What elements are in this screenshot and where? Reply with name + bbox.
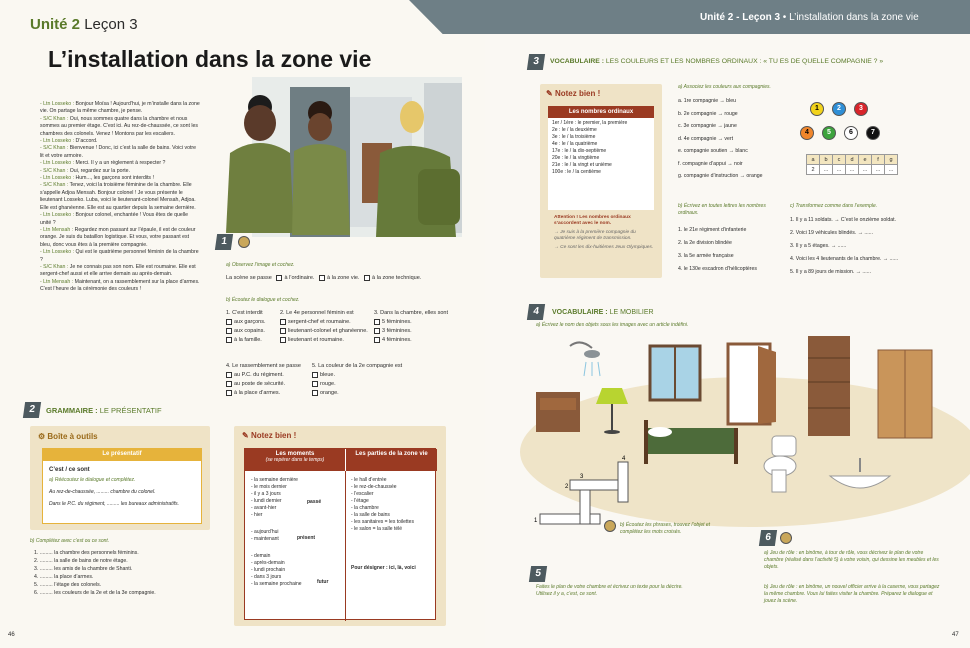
list-item: 17e : le / la dix-septième — [552, 148, 607, 154]
grammar-item: 6. ......... les couleurs de la 2e et de la 3e compagnie. — [34, 590, 156, 596]
present-label: présent — [297, 535, 316, 541]
parts-list — [351, 477, 435, 533]
checkbox[interactable] — [280, 328, 286, 334]
ordinal-list — [548, 118, 654, 210]
list-item: 3e : le / la troisième — [552, 134, 596, 140]
line-text: Oui, nous sommes quatre dans la chambre et nous sommes au premier étage. C’est ici. Au rez-de-chaussée, ce sont les chambres des colonels. Venez ! Montons par les escaliers. — [40, 115, 199, 137]
notez-box — [234, 426, 446, 626]
list-item: - le rez-de-chaussée — [351, 484, 397, 490]
checkbox[interactable] — [364, 275, 370, 281]
checkbox[interactable] — [226, 319, 232, 325]
checkbox[interactable] — [312, 381, 318, 387]
grammar-item: 3. ......... les amis de la chambre de Shanti. — [34, 566, 133, 572]
speaker: - Ltn Mensah : — [40, 278, 74, 285]
grammar-b-instruction: b) Complétez avec c’est ou ce sont. — [30, 538, 110, 544]
exercise-6-number: 6 — [759, 530, 777, 546]
ordinal-box — [540, 84, 662, 278]
futur-list — [251, 553, 321, 588]
list-item: - la salle de bains — [351, 512, 390, 518]
voc4-a-instruction: a) Écrivez le nom des objets sous les images avec un article indéfini. — [536, 322, 689, 328]
list-item: - les sanitaires = les toilettes — [351, 519, 414, 525]
grid-cell[interactable]: ... — [833, 165, 846, 175]
exercise-5-number: 5 — [529, 566, 547, 582]
list-item: 1er / 1ère : le premier, la première — [552, 120, 628, 126]
grid-cell[interactable]: ... — [885, 165, 898, 175]
ex1-a-line: La scène se passe à l’ordinaire. à la zone vie. à la zone technique. — [226, 275, 422, 281]
color-dot: 1 — [810, 102, 824, 116]
ordinal-item: 2. la 2e division blindée — [678, 240, 732, 246]
dialogue-line — [40, 279, 200, 294]
transform-item: 2. Voici 19 véhicules blindés. → ...... — [790, 230, 874, 236]
tool-box — [30, 426, 210, 530]
dialogue-line — [40, 264, 200, 279]
grid-cell[interactable]: ... — [872, 165, 885, 175]
grammar-item: 1. ......... la chambre des personnels féminins. — [34, 550, 139, 556]
transform-item: 4. Voici les 4 lieutenants de la chambre. → ...... — [790, 256, 899, 262]
list-item: - la semaine prochaine — [251, 581, 302, 587]
grid-cell[interactable]: ... — [859, 165, 872, 175]
line-text: Qui est le quatrième personnel féminin de la chambre ? — [40, 249, 199, 263]
color-dot: 3 — [854, 102, 868, 116]
exercise-4-number: 4 — [527, 304, 545, 320]
checkbox[interactable] — [312, 390, 318, 396]
ex6-a-text: a) Jeu de rôle : en binôme, à tour de rôle, vous décrivez le plan de votre chambre (réalisé dans l’activité 5) à votre voisin, qui dessine les meubles et les objets. — [764, 550, 939, 570]
color-dot: 7 — [866, 126, 880, 140]
line-text: Bonjour Moïsa ! Aujourd’hui, je m’installe dans la zone vie. On partage la même chambre, je pense. — [40, 101, 200, 115]
ordinal-notez: ✎ Notez bien ! — [546, 89, 601, 98]
list-item: 100e : le / la centième — [552, 169, 601, 175]
speaker: - Ltn Losseko : — [40, 175, 75, 182]
checkbox[interactable] — [226, 328, 232, 334]
grid-cell: f — [872, 155, 885, 165]
page-number: 46 — [8, 632, 15, 638]
checkbox[interactable] — [226, 372, 232, 378]
col-parts: Les parties de la zone vie — [346, 449, 437, 471]
assoc-list — [678, 95, 798, 183]
speaker: - Ltn Losseko : — [40, 160, 75, 167]
wardrobe-icon — [878, 350, 932, 438]
dialogue-line — [40, 182, 200, 212]
list-item: 20e : le / la vingtième — [552, 155, 600, 161]
checkbox[interactable] — [226, 390, 232, 396]
notez-title: ✎ Notez bien ! — [242, 431, 297, 440]
list-item: - après-demain — [251, 560, 285, 566]
assoc-item: b. 2e compagnie → rouge — [678, 110, 738, 117]
voc3-c-list — [790, 214, 960, 279]
exercise-1-number: 1 — [215, 234, 233, 250]
present-body: C’est / ce sont a) Réécoutez le dialogue et complétez. Au rez-de-chaussée, ......... chambre du colonel. Dans le P.C. du régiment, ......... les bureaux administratifs. — [42, 460, 202, 524]
unit-label: Unité 2 Leçon 3 — [30, 16, 138, 33]
dialogue-line — [40, 138, 200, 145]
ex1-q1: 1. C’est interdit aux garçons. aux copains. à la famille. — [226, 310, 266, 343]
dialogue-line — [40, 249, 200, 264]
voc3-a-instruction: a) Associez les couleurs aux compagnies. — [678, 84, 771, 90]
speaker: - S/C Khan : — [40, 167, 69, 174]
voc4-title: VOCABULAIRE : LE MOBILIER — [552, 309, 654, 316]
checkbox[interactable] — [226, 381, 232, 387]
color-dot: 5 — [822, 126, 836, 140]
checkbox[interactable] — [374, 328, 380, 334]
ex1-b-instruction: b) Écoutez le dialogue et cochez. — [226, 297, 300, 303]
color-dot: 6 — [844, 126, 858, 140]
notez-table — [244, 448, 436, 620]
speaker: - Ltn Losseko : — [40, 212, 75, 219]
grid-cell[interactable]: ... — [820, 165, 833, 175]
color-dots — [800, 102, 900, 142]
list-item: 4e : le / la quatrième — [552, 141, 598, 147]
grammar-item: 5. ......... l’étage des colonels. — [34, 582, 102, 588]
grid-cell: e — [859, 155, 872, 165]
ordinal-item: 4. le 130e escadron d’hélicoptères — [678, 266, 758, 272]
line-text: Merci. Il y a un règlement à respecter ? — [75, 160, 166, 167]
list-item: - demain — [251, 553, 271, 559]
designer-label: Pour désigner : ici, là, voici — [351, 565, 416, 571]
voc3-b-list — [678, 224, 793, 276]
grid-cell[interactable]: 2 — [807, 165, 820, 175]
exercise-2-number: 2 — [23, 402, 41, 418]
furniture-illustration — [510, 332, 970, 532]
dialogue — [40, 101, 200, 294]
list-item: - le hall d’entrée — [351, 477, 387, 483]
list-item: - lundi prochain — [251, 567, 286, 573]
list-item: - le mois dernier — [251, 484, 287, 490]
line-text: Je ne connais pas son nom. Elle est roumaine. Elle est sergent-chef aussi et elle arrive demain au après-demain. — [40, 263, 196, 278]
transform-item: 3. Il y a 5 étages. → ...... — [790, 243, 847, 249]
dialogue-line — [40, 212, 200, 227]
speaker: - Ltn Losseko : — [40, 138, 75, 145]
checkbox[interactable] — [319, 275, 325, 281]
ex1-q3: 3. Dans la chambre, elles sont 5 féminines. 3 féminines. 4 féminines. — [374, 310, 448, 343]
line-text: Maintenant, on a rassemblement sur la place d’armes. C’est l’heure de la cérémonie des couleurs ! — [40, 278, 200, 293]
grid-cell[interactable]: ... — [846, 165, 859, 175]
list-item: - il y a 3 jours — [251, 491, 281, 497]
ordinal-header: Les nombres ordinaux — [548, 106, 654, 118]
list-item: - hier — [251, 512, 263, 518]
line-text: Bienvenue ! Donc, ici c’est la salle de bains. Voici votre lit et votre armoire. — [40, 145, 197, 159]
audio-icon[interactable] — [604, 520, 616, 532]
list-item: 2e : le / la deuxième — [552, 127, 597, 133]
list-item: - le salon = la salle télé — [351, 526, 403, 532]
passe-label: passé — [307, 499, 322, 505]
exercise-3-number: 3 — [527, 54, 545, 70]
svg-text:3: 3 — [580, 474, 584, 480]
audio-icon[interactable] — [238, 236, 250, 248]
tool-box-title: ⚙ Boîte à outils — [38, 432, 98, 441]
list-item: - la chambre — [351, 505, 379, 511]
passe-list — [251, 477, 321, 519]
right-header: Unité 2 - Leçon 3 • L’installation dans la zone vie — [700, 12, 919, 23]
grid-cell: d — [846, 155, 859, 165]
line-text: Tenez, voici la troisième féminine de la chambre. Elle s’appelle Adjoa Mensah. Bonjour colonel ! Je vous présente le lieutenant Losseko. Luba, voici le lieutenant-colonel Mensah, Adjoa. Elle est ghanéenne. Elle est au quartier depuis la semaine dernière. — [40, 182, 196, 211]
list-item: - avant-hier — [251, 505, 277, 511]
grammar-items — [34, 549, 214, 597]
list-item: 21e : le / la vingt et unième — [552, 162, 612, 168]
dialogue-line — [40, 101, 200, 116]
svg-text:2: 2 — [565, 484, 569, 490]
grid-cell: g — [885, 155, 898, 165]
checkbox[interactable] — [280, 337, 286, 343]
speaking-icon — [780, 532, 792, 544]
list-item: - lundi dernier — [251, 498, 282, 504]
bookshelf-icon — [808, 336, 850, 436]
futur-label: futur — [317, 579, 329, 585]
col-moments: Les moments (se repérer dans le temps) — [245, 449, 345, 471]
checkbox[interactable] — [374, 337, 380, 343]
assoc-item: d. 4e compagnie → vert — [678, 135, 734, 142]
list-item: - l’étage — [351, 498, 369, 504]
svg-text:1: 1 — [534, 518, 538, 524]
line-text: D’accord. — [75, 138, 98, 145]
line-text: Oui, regardez sur la porte. — [69, 167, 130, 174]
transform-item: 1. Il y a 11 soldats. → C’est le onzième soldat. — [790, 217, 897, 223]
list-item: - maintenant — [251, 536, 279, 542]
assoc-item: g. compagnie d’instruction → orange — [678, 173, 763, 179]
checkbox[interactable] — [226, 337, 232, 343]
line-text: Regardez mon passant sur l’épaule, il est de couleur orange. Je suis du bataillon logistique. Et vous, votre passant est bleu, donc vous êtes à la première compagnie. — [40, 226, 196, 248]
color-dot: 4 — [800, 126, 814, 140]
assoc-item: c. 3e compagnie → jaune — [678, 123, 737, 129]
speaker: - Ltn Losseko : — [40, 249, 75, 256]
speaker: - S/C Khan : — [40, 182, 69, 189]
scene-illustration — [212, 73, 472, 245]
letter-grid — [806, 154, 898, 175]
checkbox[interactable] — [374, 319, 380, 325]
list-item: - aujourd’hui — [251, 529, 279, 535]
speaker: - S/C Khan : — [40, 145, 69, 152]
dialogue-line — [40, 145, 200, 160]
assoc-item: f. compagnie d’appui → noir — [678, 160, 743, 167]
checkbox[interactable] — [276, 275, 282, 281]
line-text: Bonjour colonel, enchantée ! Vous êtes de quelle unité ? — [40, 212, 188, 226]
speaker: - Ltn Mensah : — [40, 226, 74, 233]
ex1-a-instruction: a) Observez l’image et cochez. — [226, 262, 295, 268]
ex5-text: Faites le plan de votre chambre et écrivez un texte pour la décrire. Utilisez il y a, c’est, ce sont. — [536, 584, 683, 597]
present-header: Le présentatif — [42, 448, 202, 460]
door-icon — [728, 344, 776, 424]
dialogue-line — [40, 116, 200, 138]
dialogue-line — [40, 168, 200, 175]
ex1-q2: 2. Le 4e personnel féminin est sergent-chef et roumaine. lieutenant-colonel et ghanéenne. lieutenant et roumaine. — [280, 310, 368, 343]
list-item: - la semaine dernière — [251, 477, 298, 483]
grammar-item: 2. ......... la salle de bains de notre étage. — [34, 558, 128, 564]
checkbox[interactable] — [280, 319, 286, 325]
speaker: - Ltn Losseko : — [40, 101, 75, 107]
ex1-q5: 5. La couleur de la 2e compagnie est bleue. rouge. orange. — [312, 363, 403, 396]
grid-cell: a — [807, 155, 820, 165]
shower-icon — [570, 342, 600, 376]
transform-item: 5. Il y a 89 jours de mission. → ...... — [790, 269, 872, 275]
answer-grid — [806, 154, 898, 175]
voc3-c-instruction: c) Transformez comme dans l’exemple. — [790, 203, 878, 209]
voc4-b-instruction: b) Écoutez les phrases, trouvez l’objet et complétez les mots croisés. — [620, 522, 711, 535]
speaker: - S/C Khan : — [40, 115, 69, 122]
voc3-b-instruction: b) Écrivez en toutes lettres les nombres ordinaux. — [678, 203, 766, 216]
ex6-b-text: b) Jeu de rôle : en binôme, un nouvel officier arrive à la caserne, vous partagez la même chambre. Vous lui faites visiter la chambre. Préparez le dialogue et jouez la scène. — [764, 584, 940, 604]
checkbox[interactable] — [312, 372, 318, 378]
attention-block: Attention ! Les nombres ordinaux s’accordent avec le nom. → Je suis à la première compagnie du quatrième régiment de transmission. → Ce sont les dix-huitièmes Jeux Olympiques. — [554, 215, 654, 250]
speaker: - S/C Khan : — [40, 263, 69, 270]
grid-cell: b — [820, 155, 833, 165]
color-dot: 2 — [832, 102, 846, 116]
ex1-q4: 4. Le rassemblement se passe au P.C. du régiment. au poste de sécurité. à la place d’armes. — [226, 363, 301, 396]
grammar-title: GRAMMAIRE : LE PRÉSENTATIF — [46, 406, 162, 415]
assoc-item: a. 1re compagnie → bleu — [678, 98, 736, 104]
list-item: - dans 3 jours — [251, 574, 282, 580]
list-item: - l’escalier — [351, 491, 374, 497]
dialogue-line — [40, 175, 200, 182]
grid-cell: c — [833, 155, 846, 165]
assoc-item: e. compagnie soutien → blanc — [678, 148, 748, 154]
page-title: L’installation dans la zone vie — [48, 46, 372, 72]
dialogue-line — [40, 227, 200, 249]
page-number: 47 — [952, 632, 959, 638]
ordinal-item: 3. la 5e armée française — [678, 253, 734, 259]
svg-text:4: 4 — [622, 456, 626, 462]
voc3-title: VOCABULAIRE : LES COULEURS ET LES NOMBRES ORDINAUX : « TU ES DE QUELLE COMPAGNIE ? » — [550, 58, 884, 65]
nightstand-icon — [536, 392, 580, 432]
grammar-item: 4. ......... la place d’armes. — [34, 574, 94, 580]
dialogue-line — [40, 160, 200, 167]
window-icon — [650, 346, 700, 400]
ordinal-item: 1. le 21e régiment d’infanterie — [678, 227, 747, 233]
line-text: Hum..., les garçons sont interdits ! — [75, 175, 154, 182]
